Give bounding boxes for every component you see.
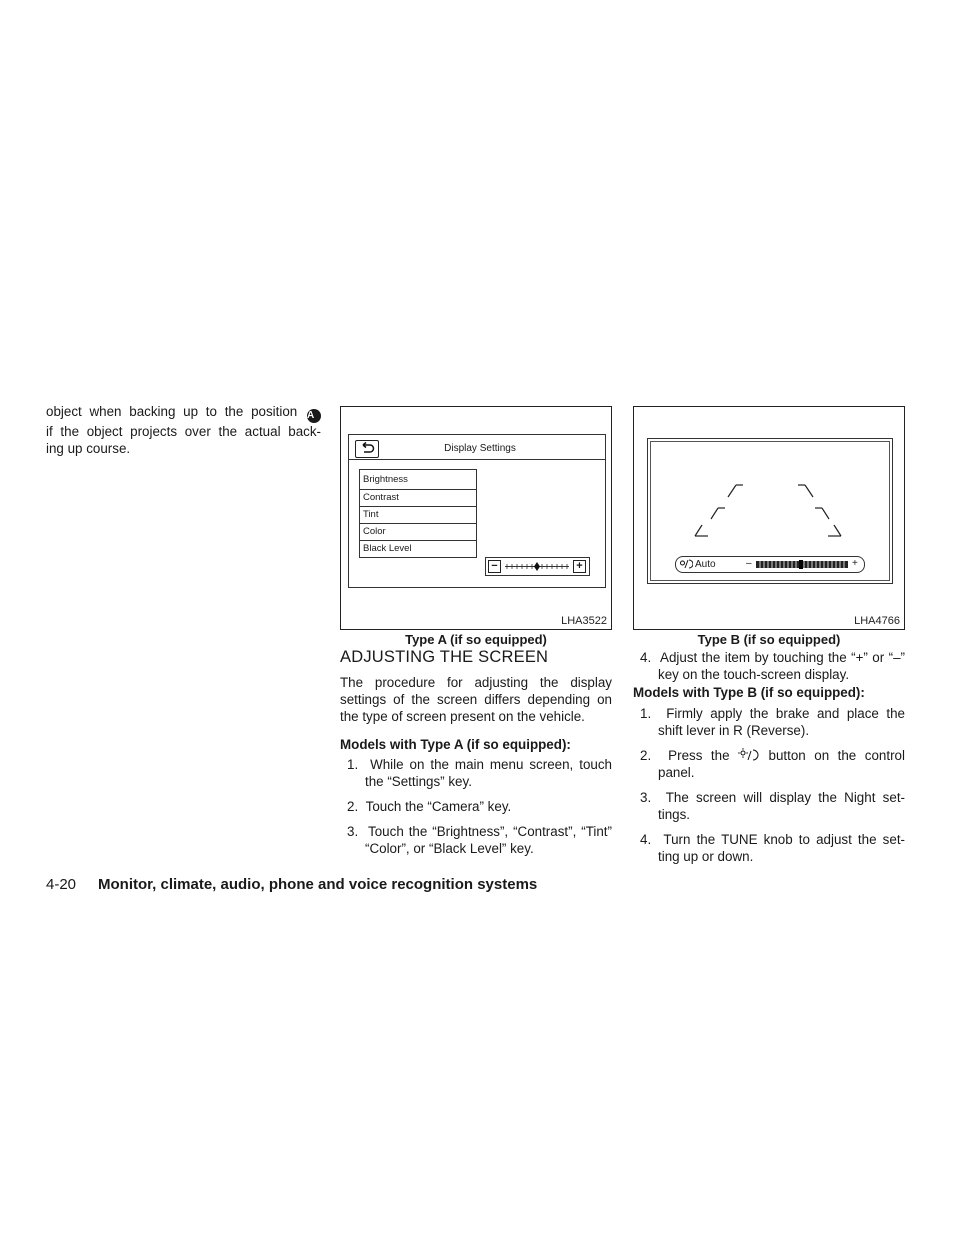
step-item: [633, 649, 905, 683]
menu-item-contrast: Contrast: [360, 490, 476, 507]
step-number: 2.: [347, 799, 359, 814]
step-text: Touch the “Brightness”, “Contrast”, “Tint”: [368, 824, 612, 839]
step-item: [340, 756, 612, 790]
night-settings-bar: [675, 556, 865, 573]
section-heading: ADJUSTING THE SCREEN: [340, 648, 549, 666]
step-number: 4.: [640, 832, 652, 847]
position-marker-icon: [307, 409, 321, 423]
step-item: [633, 831, 905, 865]
screen-title: Display Settings: [444, 443, 516, 454]
step-line: [640, 649, 905, 666]
slider-track-icon: [503, 560, 571, 573]
column-3-body: [633, 649, 905, 865]
step-number: 2.: [640, 748, 652, 763]
step-line: [640, 789, 905, 806]
step-text: Press the: [668, 748, 730, 763]
step-line: [347, 823, 612, 840]
step-line: [347, 756, 612, 773]
step-line: [640, 831, 905, 848]
step-line-2: tings.: [658, 807, 691, 822]
step-item: [633, 789, 905, 823]
section-body: [340, 674, 612, 857]
auto-label: Auto: [695, 559, 716, 570]
intro-line-3: ing up course.: [46, 441, 131, 456]
position-marker-letter: A: [306, 410, 315, 421]
step-line: [347, 798, 612, 815]
page-number: 4-20: [46, 876, 77, 893]
step-line-2: “Color”, or “Black Level” key.: [365, 841, 534, 856]
level-meter-icon: [756, 560, 848, 569]
step-line: [640, 705, 905, 722]
day-night-icon: [738, 748, 760, 762]
minus-button: −: [488, 560, 501, 573]
step-line-2: ting up or down.: [658, 849, 754, 864]
step-text: The screen will display the Night set-: [665, 790, 905, 805]
step-text: While on the main menu screen, touch: [370, 757, 612, 772]
figure-type-b: [633, 406, 905, 630]
step-item: [633, 705, 905, 739]
step-number: 4.: [640, 650, 652, 665]
settings-menu: [359, 469, 477, 558]
type-a-steps: [340, 756, 612, 857]
bar-plus: +: [852, 558, 858, 569]
figure-type-a: [340, 406, 612, 630]
step-number: 3.: [640, 790, 652, 805]
figure-code: LHA4766: [854, 615, 900, 627]
step-number: 1.: [640, 706, 652, 721]
step-item: [340, 798, 612, 815]
step-line-2: shift lever in R (Reverse).: [658, 723, 810, 738]
step-text: button on the control: [768, 748, 905, 763]
menu-item-color: Color: [360, 524, 476, 541]
step-text: Touch the “Camera” key.: [365, 799, 512, 814]
chapter-title: Monitor, climate, audio, phone and voice recognition systems: [98, 876, 538, 893]
type-a-heading: Models with Type A (if so equipped):: [340, 737, 571, 752]
step-item: [633, 747, 905, 781]
type-b-heading: Models with Type B (if so equipped):: [633, 685, 865, 700]
step-line: [640, 747, 905, 764]
menu-item-tint: Tint: [360, 507, 476, 524]
para-line-3: the type of screen present on the vehicle.: [340, 709, 585, 724]
menu-item-brightness: Brightness: [360, 470, 476, 490]
intro-line-1: [46, 403, 321, 423]
intro-line-2: if the object projects over the actual back-: [46, 424, 321, 439]
figure-a-caption: Type A (if so equipped): [405, 632, 547, 647]
step-line-2: key on the touch-screen display.: [658, 667, 850, 682]
bar-minus: –: [746, 558, 752, 569]
menu-item-black-level: Black Level: [363, 543, 412, 554]
step-number: 3.: [347, 824, 359, 839]
step-text: Adjust the item by touching the “+” or “–”: [660, 650, 905, 665]
type-b-steps: [633, 705, 905, 865]
step-item: [340, 823, 612, 857]
display-settings-screen: [348, 434, 606, 588]
step-line-2: the “Settings” key.: [365, 774, 472, 789]
intro-paragraph: [46, 403, 321, 457]
camera-night-screen: [647, 438, 893, 584]
para-line-1: The procedure for adjusting the display: [340, 675, 612, 690]
step-number: 1.: [347, 757, 359, 772]
figure-code: LHA3522: [561, 615, 607, 627]
sun-moon-icon: [679, 559, 693, 570]
step-text: Firmly apply the brake and place the: [666, 706, 905, 721]
step-line-2: panel.: [658, 765, 695, 780]
title-divider: [349, 459, 605, 460]
figure-b-caption: Type B (if so equipped): [697, 632, 841, 647]
plus-button: +: [573, 560, 586, 573]
step-text: Turn the TUNE knob to adjust the set-: [663, 832, 905, 847]
adjust-slider: [485, 557, 590, 576]
para-line-2: settings of the screen differs depending on: [340, 692, 612, 707]
intro-text-1: object when backing up to the position: [46, 404, 298, 419]
